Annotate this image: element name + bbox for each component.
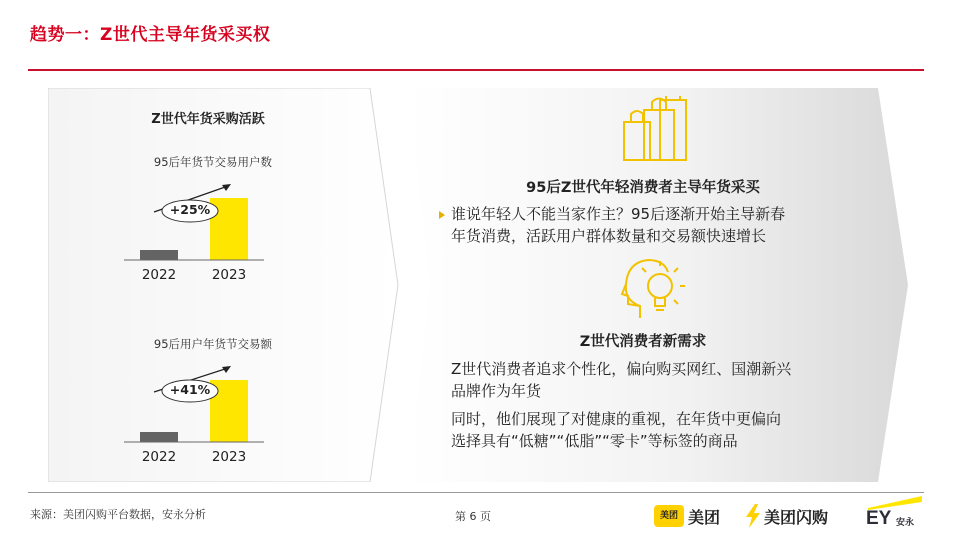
chart2-xlabel-2022: 2022 bbox=[141, 449, 177, 465]
chart2-growth-badge bbox=[160, 378, 220, 404]
section2-p2-line2: 选择具有“低糖”“低脂”“零卡”等标签的商品 bbox=[451, 432, 738, 450]
chart1-growth-value: +25% bbox=[169, 202, 211, 217]
chart1-xlabel-2022: 2022 bbox=[141, 267, 177, 283]
footer-divider bbox=[28, 492, 924, 493]
meituan-logo bbox=[654, 503, 720, 529]
section1-line1: 谁说年轻人不能当家作主？95后逐渐开始主导新春 bbox=[451, 205, 786, 223]
source-note: 来源：美团闪购平台数据，安永分析 bbox=[30, 508, 206, 521]
chart1-xlabel-2023: 2023 bbox=[211, 267, 247, 283]
meituan-logo-box: 美团 bbox=[654, 505, 684, 527]
shopping-bags-icon bbox=[620, 96, 694, 164]
page-number: 第 6 页 bbox=[455, 510, 491, 523]
left-panel bbox=[48, 88, 400, 482]
meituan-shangou-text: 美团闪购 bbox=[764, 507, 829, 527]
right-panel bbox=[408, 88, 910, 482]
bullet-arrow-icon bbox=[439, 211, 445, 219]
lightning-icon bbox=[744, 504, 762, 528]
title-divider bbox=[28, 69, 924, 71]
section2-p1-line2: 品牌作为年货 bbox=[451, 382, 542, 400]
left-panel-heading: Z世代年货采购活跃 bbox=[151, 112, 265, 127]
meituan-logo-text: 美团 bbox=[688, 507, 721, 527]
chart1-growth-badge bbox=[160, 198, 220, 224]
chart2-growth-value: +41% bbox=[169, 382, 211, 397]
chart2-xlabel-2023: 2023 bbox=[211, 449, 247, 465]
chart2-subtitle: 95后用户年货节交易额 bbox=[153, 337, 273, 351]
chart1-bar-2022 bbox=[140, 250, 178, 260]
section1-line2: 年货消费，活跃用户群体数量和交易额快速增长 bbox=[451, 227, 767, 245]
ey-logo bbox=[866, 494, 926, 534]
section1-heading: 95后Z世代年轻消费者主导年货采买 bbox=[526, 180, 760, 196]
section2-p1-line1: Z世代消费者追求个性化，偏向购买网红、国潮新兴 bbox=[451, 360, 792, 378]
page-title: 趋势一：Z世代主导年货采买权 bbox=[30, 25, 271, 45]
section2-p2-line1: 同时，他们展现了对健康的重视，在年货中更偏向 bbox=[451, 410, 782, 428]
ey-logo-text: EY bbox=[866, 508, 892, 529]
meituan-shangou-logo bbox=[744, 503, 828, 529]
ey-logo-subtext: 安永 bbox=[896, 518, 915, 528]
head-lightbulb-icon bbox=[618, 256, 688, 320]
chart1-subtitle: 95后年货节交易用户数 bbox=[153, 155, 273, 169]
section2-heading: Z世代消费者新需求 bbox=[579, 334, 707, 350]
chart2-bar-2022 bbox=[140, 432, 178, 442]
